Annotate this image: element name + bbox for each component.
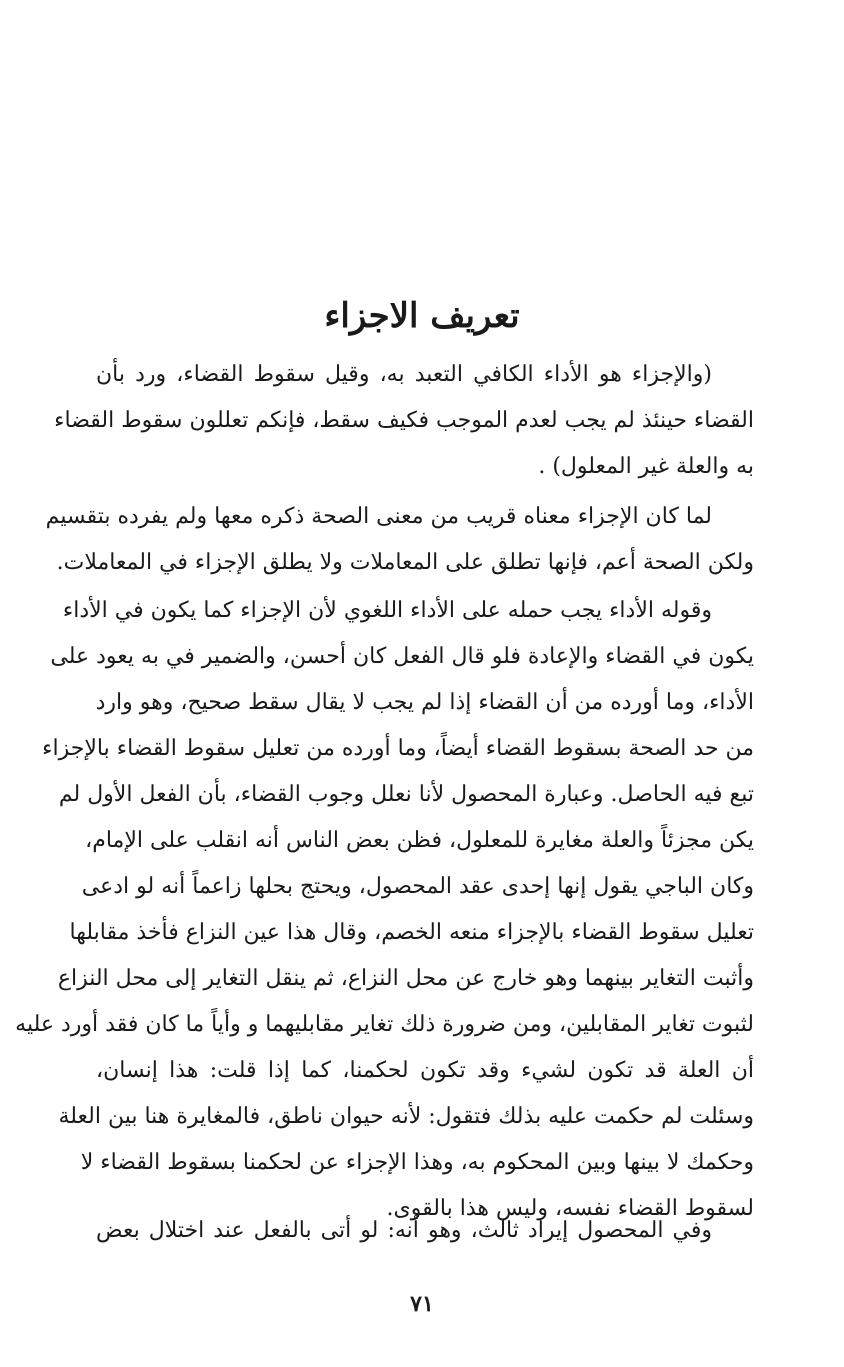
text-line: وكان الباجي يقول إنها إحدى عقد المحصول، ويحتج بحلها زاعماً أنه لو ادعى: [81, 874, 754, 899]
text-line: يكن مجزئاً والعلة مغايرة للمعلول، فظن بعض الناس أنه انقلب على الإمام،: [85, 828, 754, 853]
text-line: لسقوط القضاء نفسه، وليس هذا بالقوى.: [386, 1196, 754, 1221]
text-line: (والإجزاء هو الأداء الكافي التعبد به، وقيل سقوط القضاء، ورد بأن: [96, 362, 712, 387]
text-line: من حد الصحة بسقوط القضاء أيضاً، وما أورده من تعليل سقوط القضاء بالإجزاء: [42, 736, 754, 761]
paragraph-commentary-intro: [45, 494, 754, 586]
chapter-title: تعريف الاجزاء: [324, 296, 520, 336]
text-line: تبع فيه الحاصل. وعبارة المحصول لأنا نعلل وجوب القضاء، بأن الفعل الأول لم: [58, 782, 754, 807]
text-line: يكون في القضاء والإعادة فلو قال الفعل كان أحسن، والضمير في به يعود على: [50, 644, 754, 669]
text-line: ولكن الصحة أعم، فإنها تطلق على المعاملات ولا يطلق الإجزاء في المعاملات.: [56, 550, 754, 575]
text-line: لما كان الإجزاء معناه قريب من معنى الصحة ذكره معها ولم يفرده بتقسيم: [45, 504, 712, 529]
paragraph-commentary-main: [15, 588, 754, 1232]
text-line: وحكمك لا بينها وبين المحكوم به، وهذا الإجزاء عن لحكمنا بسقوط القضاء لا: [80, 1150, 754, 1175]
text-line: تعليل سقوط القضاء بالإجزاء منعه الخصم، وقال هذا عين النزاع فأخذ مقابلها: [69, 920, 754, 945]
paragraph-continuation: [96, 1208, 754, 1254]
page-number: ٧١: [410, 1291, 434, 1317]
text-line: الأداء، وما أورده من أن القضاء إذا لم يجب لا يقال سقط صحيح، وهو وارد: [95, 690, 754, 715]
text-line: أن العلة قد تكون لشيء وقد تكون لحكمنا، كما إذا قلت: هذا إنسان،: [96, 1058, 754, 1083]
text-line: وسئلت لم حكمت عليه بذلك فتقول: لأنه حيوان ناطق، فالمغايرة هنا بين العلة: [58, 1104, 754, 1129]
text-line: القضاء حينئذ لم يجب لعدم الموجب فكيف سقط، فإنكم تعللون سقوط القضاء: [54, 408, 754, 433]
text-line: به والعلة غير المعلول) .: [538, 454, 754, 479]
text-line: لثبوت تغاير المقابلين، ومن ضرورة ذلك تغاير مقابليهما و وأياً ما كان فقد أورد عليه: [15, 1012, 754, 1037]
text-line: وأثبت التغاير بينهما وهو خارج عن محل النزاع، ثم ينقل التغاير إلى محل النزاع: [57, 966, 754, 991]
text-line: وفي المحصول إيراد ثالث، وهو أنه: لو أتى بالفعل عند اختلال بعض: [96, 1218, 712, 1243]
paragraph-quoted-definition: [54, 352, 754, 490]
text-line: وقوله الأداء يجب حمله على الأداء اللغوي لأن الإجزاء كما يكون في الأداء: [62, 598, 712, 623]
